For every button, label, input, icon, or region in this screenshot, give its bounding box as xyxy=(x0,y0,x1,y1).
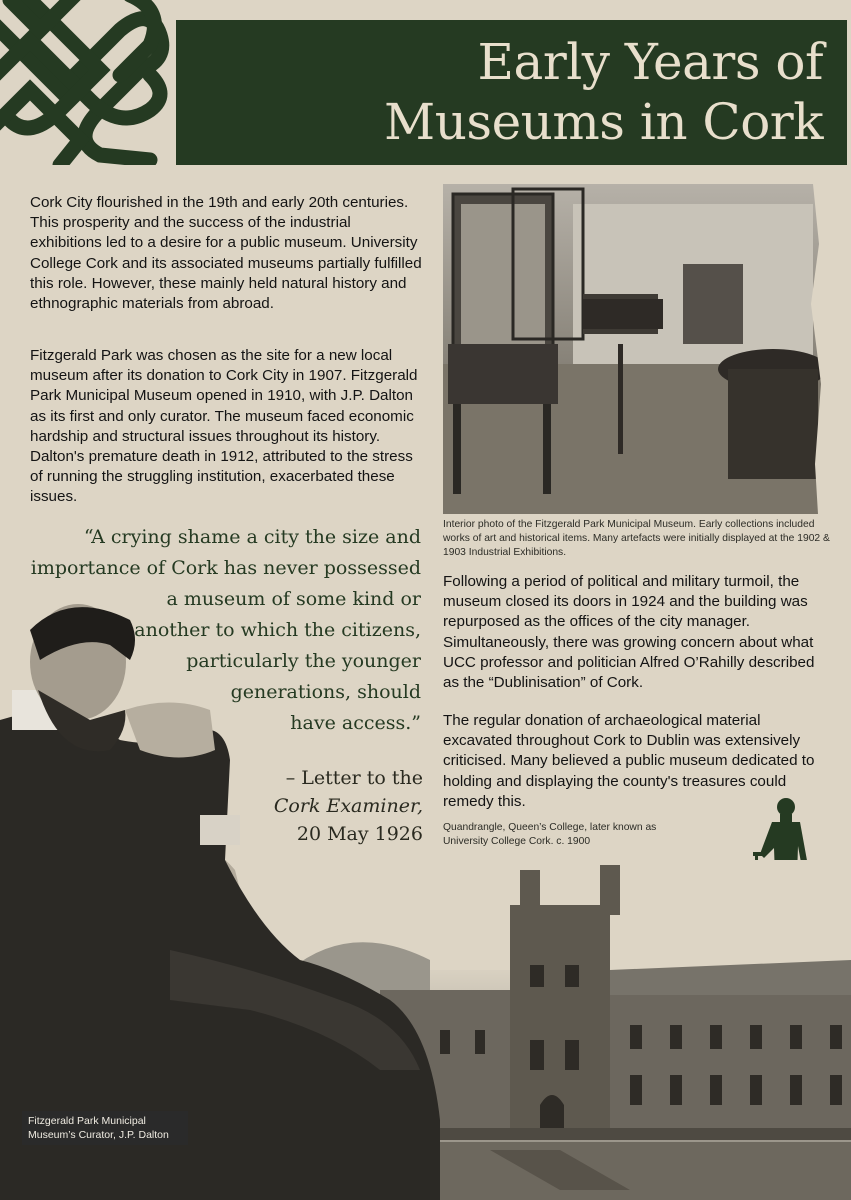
quote-line: particularly the younger xyxy=(186,650,421,672)
title-banner xyxy=(176,20,847,165)
title-line-2: Museums in Cork xyxy=(384,93,823,151)
page-title xyxy=(384,32,823,152)
quote-line: importance of Cork has never possessed xyxy=(30,557,421,579)
quad-caption-line-2: University College Cork. c. 1900 xyxy=(443,836,591,847)
intro-paragraph-1: Cork City flourished in the 19th and early 20th centuries. This prosperity and the success of the industrial exhibitions led to a desire for a public museum. University College Cork and its associated museums partially fulfilled this role. However, these mainly held natural history and ethnographic materials from abroad. xyxy=(30,194,422,313)
quote-line: a museum of some kind or xyxy=(166,588,421,610)
interior-photo-caption: Interior photo of the Fitzgerald Park Municipal Museum. Early collections included works of art and historical items. Many artefacts were initially displayed at the 1902 & 1903 Industrial Exhibitions. xyxy=(443,519,830,558)
right-paragraph-2: The regular donation of archaeological material excavated throughout Cork to Dublin was extensively criticised. Many believed a public museum dedicated to holding and displaying the county's treasures could remedy this. xyxy=(443,712,815,810)
quote-line: “A crying shame a city the size and xyxy=(83,526,421,548)
dalton-portrait-photo xyxy=(0,600,440,1200)
dalton-caption-line-1: Fitzgerald Park Municipal xyxy=(28,1115,146,1127)
right-paragraph-1: Following a period of political and military turmoil, the museum closed its doors in 1924 and the building was repurposed as the offices of the city manager. Simultaneously, there was growing concern about what UCC professor and politician Alfred O’Rahilly described as the “Dublinisation” of Cork. xyxy=(443,573,815,692)
dalton-photo-caption xyxy=(22,1111,188,1145)
celtic-knot-icon xyxy=(0,0,172,165)
quote-line: another to which the citizens, xyxy=(134,619,421,641)
attribution-line-3: 20 May 1926 xyxy=(296,823,423,845)
dalton-caption-line-2: Museum’s Curator, J.P. Dalton xyxy=(28,1129,169,1141)
quad-caption-line-1: Quandrangle, Queen’s College, later known as xyxy=(443,822,657,833)
quad-caption xyxy=(443,821,763,849)
attribution-line-2: Cork Examiner, xyxy=(273,795,423,817)
attribution-line-1: – Letter to the xyxy=(285,767,423,789)
interior-photo xyxy=(443,184,826,514)
quote-line: generations, should xyxy=(230,681,421,703)
intro-paragraph-2: Fitzgerald Park was chosen as the site for a new local museum after its donation to Cork City in 1907. Fitzgerald Park Municipal Museum opened in 1910, with J.P. Dalton as its first and only curator. The museum faced economic hardship and structural issues throughout its history. Dalton's premature death in 1912, attributed to the stress of running the struggling institution, exacerbated these issues. xyxy=(30,347,418,506)
quote-line: have access.” xyxy=(290,712,421,734)
title-line-1: Early Years of xyxy=(477,33,823,91)
